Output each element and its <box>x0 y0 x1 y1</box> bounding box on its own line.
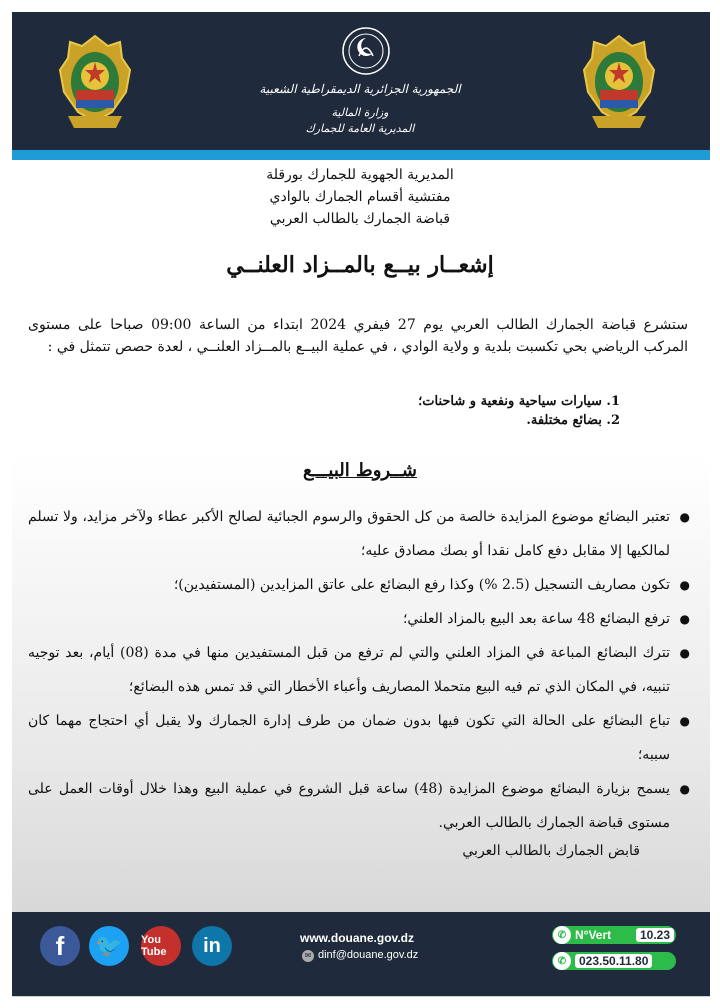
bullet-icon: ● <box>679 714 690 728</box>
lots-list <box>400 392 620 430</box>
org-line-office: قباضة الجمارك بالطالب العربي <box>269 211 451 227</box>
bullet-icon: ● <box>679 578 690 592</box>
conditions-list <box>28 500 692 840</box>
intro-paragraph: ستشرع قباضة الجمارك الطالب العربي يوم 27 فيفري 2024 ابتداء من الساعة 09:00 صباحا على مستوى المركب الرياضي بحي تكسبت بلدية و ولاية الوادي ، في عملية البيــع بالمــزاد العلنــي ، لعدة حصص تتمثل في : <box>28 317 688 355</box>
facebook-icon[interactable]: f <box>40 926 80 966</box>
list-item <box>28 602 692 636</box>
phone-number-value: 023.50.11.80 <box>575 954 652 968</box>
list-item <box>28 772 692 840</box>
bullet-icon: ● <box>679 782 690 796</box>
bullet-icon: ● <box>679 612 690 626</box>
list-item <box>28 568 692 602</box>
condition-text: تترك البضائع المباعة في المزاد العلني والتي لم ترفع من قبل المستفيدين منها في مدة (08) أيام، بعد توجيه تنبيه، في المكان الذي تم فيه البيع متحملا المصاريف وأعباء الأخطار التي قد تمس هذه البضائع؛ <box>28 645 670 695</box>
green-number-badge <box>552 926 676 944</box>
list-item <box>28 704 692 772</box>
header-republic-text: الجمهورية الجزائرية الديمقراطية الشعبية <box>259 82 461 96</box>
website-link[interactable]: www.douane.gov.dz <box>300 931 414 945</box>
header-ministry-text: وزارة المالية <box>331 106 389 119</box>
condition-text: ترفع البضائع 48 ساعة بعد البيع بالمزاد العلني؛ <box>402 611 670 627</box>
green-number-label: N°Vert <box>575 928 612 942</box>
org-line-inspection: مفتشية أقسام الجمارك بالوادي <box>269 189 451 205</box>
condition-text: تكون مصاريف التسجيل (2.5 %) وكذا رفع البضائع على عاتق المزايدين (المستفيدين)؛ <box>173 577 670 593</box>
twitter-icon[interactable]: 🐦 <box>89 926 129 966</box>
phone-icon: ✆ <box>553 926 571 944</box>
email-link[interactable]: dinf@douane.gov.dz <box>318 949 419 961</box>
phone-number-badge <box>552 952 676 970</box>
condition-text: تباع البضائع على الحالة التي تكون فيها بدون ضمان من طرف إدارة الجمارك ولا يقبل أي احتجاج مهما كان سببه؛ <box>28 713 670 763</box>
list-item <box>28 636 692 704</box>
phone-icon: ✆ <box>553 952 571 970</box>
linkedin-icon[interactable]: in <box>192 926 232 966</box>
header-accent-stripe <box>12 150 710 160</box>
bullet-icon: ● <box>679 646 690 660</box>
condition-text: يسمح بزيارة البضائع موضوع المزايدة (48) ساعة قبل الشروع في عملية البيع وهذا خلال أوقات العمل على مستوى قباضة الجمارك بالطالب العربي. <box>28 781 671 831</box>
customs-emblem-icon <box>580 32 658 132</box>
customs-emblem-icon <box>56 32 134 132</box>
list-item: 2. بضائع مختلفة. <box>526 413 620 428</box>
youtube-icon[interactable]: You Tube <box>141 926 181 966</box>
green-number-value: 10.23 <box>636 928 674 942</box>
conditions-heading: شــروط البيـــع <box>303 460 417 481</box>
header-directorate-text: المديرية العامة للجمارك <box>305 122 415 135</box>
org-line-regional: المديرية الجهوية للجمارك بورقلة <box>266 167 454 183</box>
list-item <box>28 500 692 568</box>
mail-icon: ✉ <box>302 950 314 962</box>
list-item: 1. سيارات سياحية ونفعية و شاحنات؛ <box>418 394 620 409</box>
algeria-seal-icon <box>341 26 391 76</box>
condition-text: تعتبر البضائع موضوع المزايدة خالصة من كل الحقوق والرسوم الجبائية لصالح الأكبر عطاء ولآخر مزايد، ولا تسلم لمالكيها إلا مقابل دفع كامل نقدا أو بصك مصادق عليه؛ <box>28 509 670 559</box>
signature-text: قابض الجمارك بالطالب العربي <box>462 843 640 859</box>
page-title: إشعــار بيــع بالمــزاد العلنــي <box>226 252 494 278</box>
bullet-icon: ● <box>679 510 690 524</box>
